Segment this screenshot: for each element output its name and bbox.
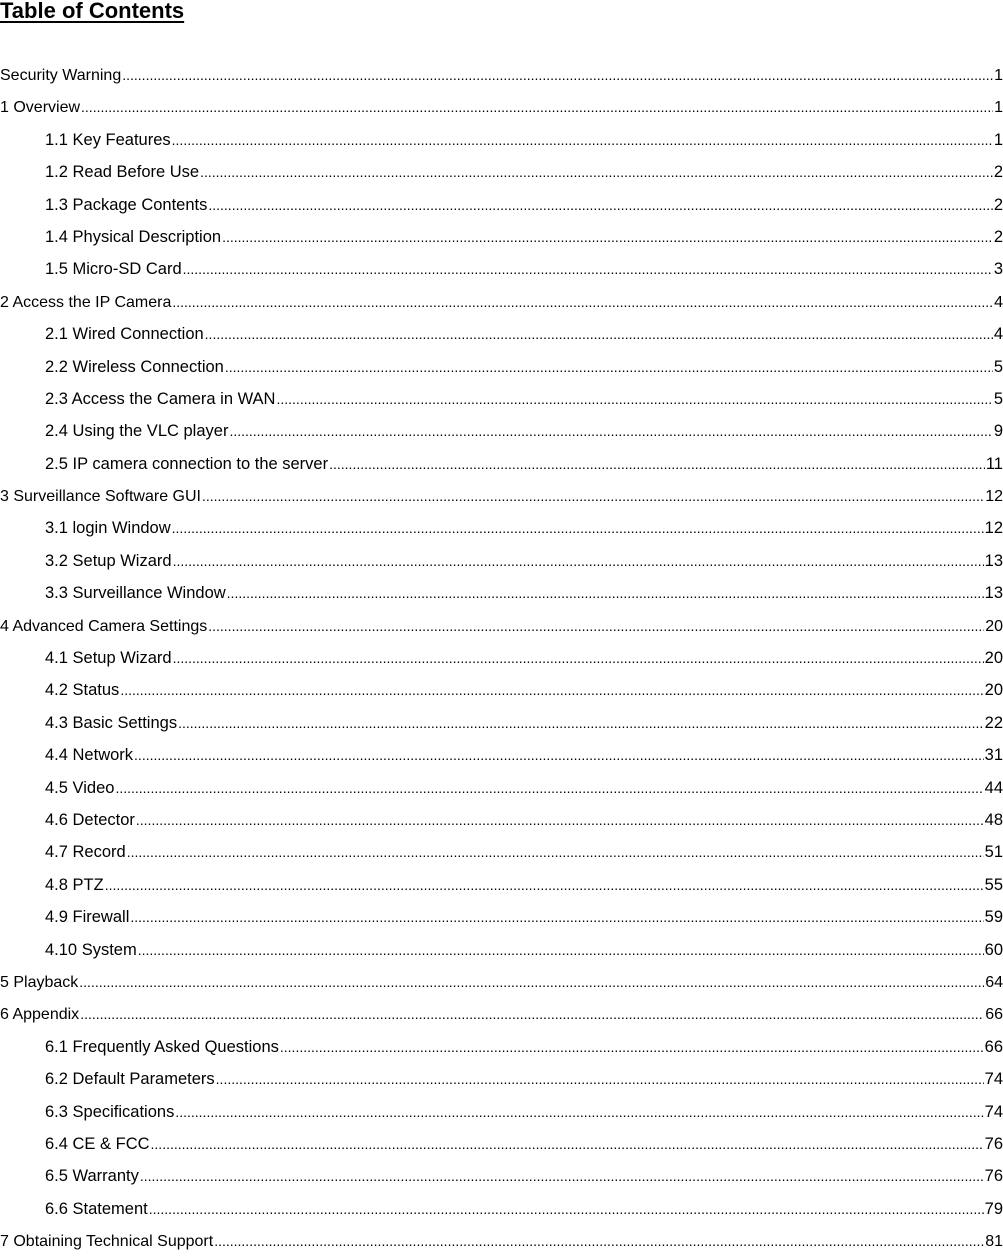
toc-entry[interactable]	[0, 1227, 1003, 1259]
toc-entry-text: 7 Obtaining Technical Support	[0, 1233, 214, 1251]
toc-entry[interactable]	[0, 612, 1003, 644]
toc-page-number: 60	[984, 940, 1003, 959]
toc-entry-text: 1.3 Package Contents	[45, 195, 208, 214]
toc-page-number: 44	[984, 778, 1003, 797]
page-title: Table of Contents	[0, 0, 185, 23]
toc-page-number: 74	[984, 1102, 1003, 1121]
toc-entry[interactable]	[0, 968, 1003, 1000]
toc-page-number: 76	[984, 1167, 1003, 1186]
toc-dot-leader	[140, 1162, 984, 1190]
toc-entry[interactable]	[0, 838, 1003, 870]
toc-entry-text: 6.3 Specifications	[45, 1102, 175, 1121]
toc-page-number: 81	[985, 1233, 1003, 1251]
toc-entry-text: 2.4 Using the VLC player	[45, 422, 229, 441]
toc-dot-leader	[276, 385, 992, 413]
toc-dot-leader	[115, 774, 983, 802]
toc-page-number: 9	[993, 422, 1003, 441]
toc-page-number: 4	[994, 293, 1003, 311]
toc-entry-text: 4.5 Video	[45, 778, 115, 797]
toc-entry-text: 4.7 Record	[45, 843, 126, 862]
toc-dot-leader	[183, 255, 993, 283]
toc-dot-leader	[202, 482, 984, 510]
toc-entry[interactable]	[0, 936, 1003, 968]
toc-page-number: 20	[984, 649, 1003, 668]
toc-entry-text: 2.5 IP camera connection to the server	[45, 454, 329, 473]
toc-dot-leader	[173, 547, 984, 575]
toc-entry[interactable]	[0, 126, 1003, 158]
toc-dot-leader	[216, 1065, 984, 1093]
toc-entry[interactable]	[0, 288, 1003, 320]
toc-entry-text: Security Warning	[0, 67, 122, 84]
toc-entry[interactable]	[0, 191, 1003, 223]
toc-entry-text: 4.1 Setup Wizard	[45, 649, 172, 668]
toc-page-number: 74	[984, 1070, 1003, 1089]
toc-entry[interactable]	[0, 871, 1003, 903]
toc-entry-text: 6.6 Statement	[45, 1199, 148, 1218]
toc-dot-leader	[120, 676, 983, 704]
toc-dot-leader	[172, 514, 984, 542]
toc-dot-leader	[130, 903, 983, 931]
toc-entry[interactable]	[0, 1000, 1003, 1032]
toc-dot-leader	[136, 806, 984, 834]
toc-dot-leader	[280, 1033, 984, 1061]
toc-page-number: 31	[984, 746, 1003, 765]
toc-entry-text: 6.4 CE & FCC	[45, 1134, 150, 1153]
toc-dot-leader	[172, 288, 993, 316]
toc-entry[interactable]	[0, 676, 1003, 708]
toc-page-number: 48	[984, 810, 1003, 829]
toc-dot-leader	[229, 417, 992, 445]
toc-entry-text: 2.2 Wireless Connection	[45, 357, 224, 376]
toc-entry-text: 3.1 login Window	[45, 519, 171, 538]
toc-entry-text: 6.2 Default Parameters	[45, 1070, 215, 1089]
toc-dot-leader	[329, 450, 985, 478]
toc-entry[interactable]	[0, 644, 1003, 676]
toc-page-number: 20	[985, 617, 1003, 635]
toc-entry[interactable]	[0, 223, 1003, 255]
toc-entry[interactable]	[0, 353, 1003, 385]
toc-page-number: 51	[984, 843, 1003, 862]
toc-page-number: 66	[984, 1037, 1003, 1056]
toc-page-number: 2	[993, 195, 1003, 214]
toc-entry-text: 4.6 Detector	[45, 810, 135, 829]
toc-entry-text: 4.2 Status	[45, 681, 120, 700]
toc-page-number: 20	[984, 681, 1003, 700]
toc-dot-leader	[214, 1227, 984, 1255]
toc-entry-text: 2.3 Access the Camera in WAN	[45, 389, 276, 408]
toc-entry[interactable]	[0, 158, 1003, 190]
toc-entry-text: 6.1 Frequently Asked Questions	[45, 1037, 279, 1056]
toc-dot-leader	[134, 741, 984, 769]
toc-entry[interactable]	[0, 1162, 1003, 1194]
toc-page-number: 3	[993, 260, 1003, 279]
toc-entry-text: 1 Overview	[0, 99, 81, 117]
toc-dot-leader	[105, 871, 984, 899]
toc-page-number: 13	[984, 584, 1003, 603]
toc-entry[interactable]	[0, 547, 1003, 579]
toc-page-number: 66	[985, 1006, 1003, 1024]
toc-entry[interactable]	[0, 1033, 1003, 1065]
toc-page-number: 22	[984, 713, 1003, 732]
toc-page-number: 5	[993, 389, 1003, 408]
toc-entry-text: 1.2 Read Before Use	[45, 163, 200, 182]
toc-dot-leader	[175, 1098, 983, 1126]
toc-entry[interactable]	[0, 514, 1003, 546]
toc-entry-text: 6 Appendix	[0, 1006, 80, 1024]
toc-entry[interactable]	[0, 450, 1003, 482]
toc-dot-leader	[208, 191, 992, 219]
toc-dot-leader	[149, 1195, 984, 1223]
toc-entry-text: 4.10 System	[45, 940, 137, 959]
toc-entry[interactable]	[0, 741, 1003, 773]
toc-entry[interactable]	[0, 579, 1003, 611]
toc-page-number: 11	[985, 454, 1003, 473]
toc-dot-leader	[127, 838, 984, 866]
toc-dot-leader	[138, 936, 984, 964]
toc-dot-leader	[79, 968, 984, 996]
toc-entry[interactable]	[0, 1065, 1003, 1097]
toc-page-number: 12	[984, 519, 1003, 538]
toc-dot-leader	[178, 709, 984, 737]
toc-page-number: 1	[994, 99, 1003, 117]
toc-entry-text: 2.1 Wired Connection	[45, 325, 204, 344]
toc-dot-leader	[172, 126, 993, 154]
toc-entry[interactable]	[0, 93, 1003, 125]
toc-dot-leader	[227, 579, 984, 607]
toc-page-number: 64	[985, 973, 1003, 991]
toc-entry-text: 3.3 Surveillance Window	[45, 584, 226, 603]
toc-entry[interactable]	[0, 903, 1003, 935]
toc-dot-leader	[151, 1130, 984, 1158]
toc-page-number: 13	[984, 551, 1003, 570]
toc-page-number: 76	[984, 1134, 1003, 1153]
toc-entry-text: 4.9 Firewall	[45, 908, 130, 927]
toc-dot-leader	[200, 158, 993, 186]
toc-entry-text: 4.3 Basic Settings	[45, 713, 178, 732]
toc-entry[interactable]	[0, 255, 1003, 287]
toc-page-number: 2	[993, 227, 1003, 246]
toc-entry-text: 3.2 Setup Wizard	[45, 551, 172, 570]
toc-entry[interactable]	[0, 1130, 1003, 1162]
toc-dot-leader	[205, 320, 993, 348]
toc-dot-leader	[225, 353, 993, 381]
toc-entry-text: 4.4 Network	[45, 746, 134, 765]
toc-page-number: 5	[993, 357, 1003, 376]
toc-page-number: 1	[993, 130, 1003, 149]
toc-entry-text: 1.5 Micro-SD Card	[45, 260, 182, 279]
toc-entry[interactable]	[0, 1195, 1003, 1227]
toc-entry[interactable]	[0, 774, 1003, 806]
toc-dot-leader	[173, 644, 984, 672]
toc-dot-leader	[122, 61, 993, 89]
toc-page-number: 79	[984, 1199, 1003, 1218]
toc-page-number: 12	[985, 488, 1003, 506]
toc-entry[interactable]	[0, 806, 1003, 838]
toc-entry-text: 1.4 Physical Description	[45, 227, 222, 246]
toc-page-number: 2	[993, 163, 1003, 182]
toc-entry-text: 6.5 Warranty	[45, 1167, 139, 1186]
toc-entry[interactable]	[0, 1098, 1003, 1130]
toc-entry[interactable]	[0, 482, 1003, 514]
toc-dot-leader	[208, 612, 984, 640]
toc-entry[interactable]	[0, 320, 1003, 352]
toc-entry-text: 4.8 PTZ	[45, 875, 104, 894]
toc-entry[interactable]	[0, 385, 1003, 417]
toc-entry-text: 2 Access the IP Camera	[0, 293, 172, 311]
toc-entry-text: 4 Advanced Camera Settings	[0, 617, 208, 635]
toc-entry-text: 3 Surveillance Software GUI	[0, 488, 201, 506]
toc-entry[interactable]	[0, 61, 1003, 93]
toc-dot-leader	[80, 1000, 984, 1028]
toc-page-number: 4	[993, 325, 1003, 344]
toc-dot-leader	[222, 223, 993, 251]
toc-page-number: 1	[994, 67, 1003, 84]
toc-list	[0, 61, 1003, 1259]
toc-entry[interactable]	[0, 709, 1003, 741]
toc-page-number: 59	[984, 908, 1003, 927]
toc-entry-text: 5 Playback	[0, 973, 79, 991]
toc-entry-text: 1.1 Key Features	[45, 130, 171, 149]
toc-entry[interactable]	[0, 417, 1003, 449]
toc-dot-leader	[81, 93, 993, 121]
toc-page-number: 55	[984, 875, 1003, 894]
